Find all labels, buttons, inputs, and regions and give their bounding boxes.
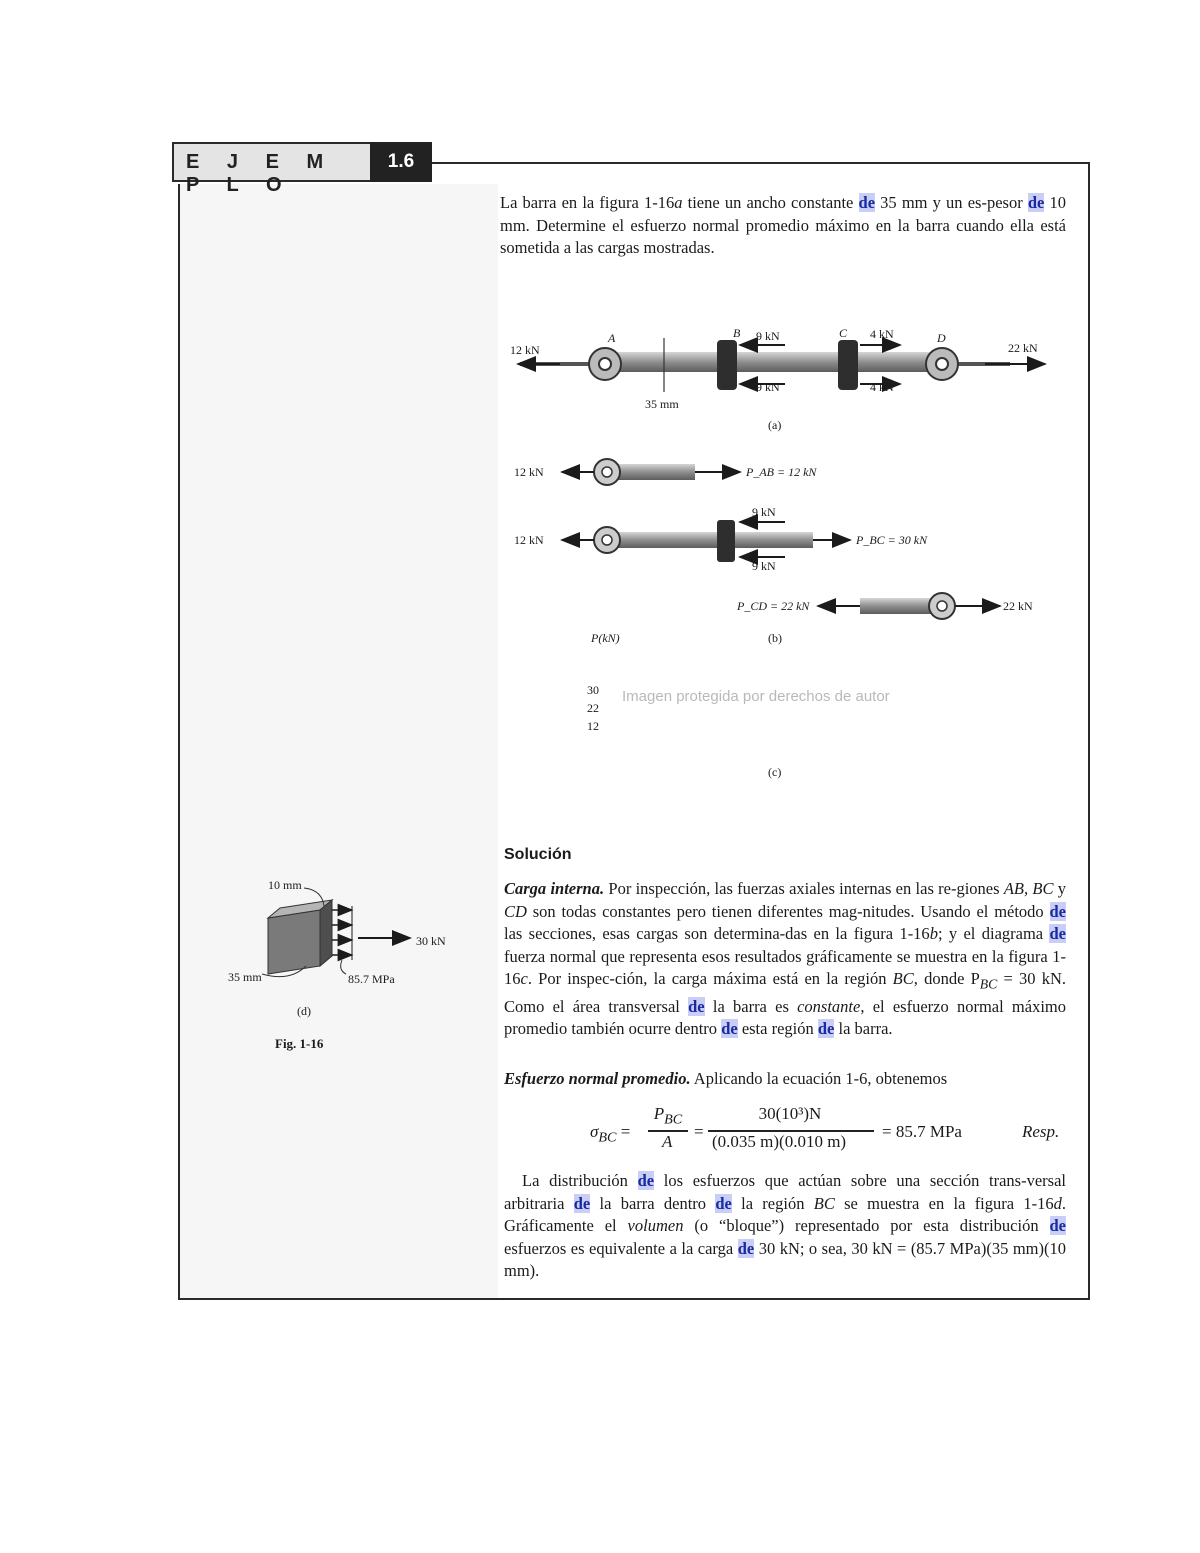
bar-section (268, 910, 320, 974)
average-stress-paragraph: Esfuerzo normal promedio. Aplicando la ecuación 1-6, obtenemos (504, 1069, 948, 1088)
distribution-paragraph: La distribución de los esfuerzos que actúan sobre una sección trans-versal arbitraria de la barra dentro de la región BC se muestra en la figura 1-16d. Gráficamente el volumen (o “bloque”) representado por esta distribución de esfuerzos es equivalente a la carga de 30 kN; o sea, 30 kN = (85.7 MPa)(35 mm)(10 mm). (504, 1171, 1066, 1280)
figure-b (562, 459, 1000, 619)
load-right-a: 22 kN (1008, 341, 1038, 355)
b-row1-left: 12 kN (514, 465, 544, 479)
b-row3-right: 22 kN (1003, 599, 1033, 613)
load-c-bottom: 4 kN (870, 380, 894, 394)
bar-a (600, 352, 945, 372)
point-c: C (839, 326, 848, 340)
stress-equation: $\sigma_{BC}$ = $P_{BC}$ A = 30(10³)N (0.035 m)(0.010 m) = 85.7 MPa Resp. (590, 1104, 1060, 1151)
caption-a: (a) (768, 418, 782, 432)
b-row3-left: P_CD = 22 kN (737, 599, 810, 613)
caption-b: (b) (768, 631, 782, 645)
copyright-watermark: Imagen protegida por derechos de autor (622, 688, 890, 705)
figure-number: Fig. 1-16 (275, 1036, 324, 1051)
point-b: B (733, 326, 741, 340)
caption-c: (c) (768, 765, 782, 779)
figure-a (518, 338, 1045, 392)
collar-c (838, 340, 858, 390)
load-b-top: 9 kN (756, 329, 780, 343)
load-left-a: 12 kN (510, 343, 540, 357)
point-a: A (608, 331, 616, 345)
b-row2-bottom: 9 kN (752, 559, 776, 573)
c-tick-12: 12 (587, 719, 599, 733)
c-tick-22: 22 (587, 701, 599, 715)
b-row2-right: P_BC = 30 kN (856, 533, 928, 547)
d-force: 30 kN (416, 934, 446, 948)
b-row2-top: 9 kN (752, 505, 776, 519)
example-number: 1.6 (370, 142, 432, 182)
example-label: E J E M P L O (186, 151, 335, 196)
collar-b (717, 340, 737, 390)
point-d: D (937, 331, 946, 345)
internal-load-paragraph: Carga interna. Por inspección, las fuerzas axiales internas en las re-giones AB, BC y CD son todas constantes pero tienen diferentes mag-nitudes. Usando el método de las secciones, esas cargas son determina-das en la figura 1-16b; y el diagrama de fuerza normal que representa esos resultados gráficamente se muestra en la figura 1-16c. Por inspec-ción, la carga máxima está en la región BC, donde $P_{BC} = 30$ kN. Como el área transversal de la barra es constante, el esfuerzo normal máximo promedio también ocurre dentro de esta región de la barra. (504, 879, 1066, 1039)
load-b-bottom: 9 kN (756, 380, 780, 394)
caption-d: (d) (297, 1004, 311, 1018)
c-tick-30: 30 (587, 683, 599, 697)
load-c-top: 4 kN (870, 327, 894, 341)
problem-statement: La barra en la figura 1-16a tiene un ancho constante de 35 mm y un es-pesor de 10 mm. Determine el esfuerzo normal promedio máximo en la barra cuando ella está sometida a las cargas mostradas. (500, 193, 1067, 257)
width-label-a: 35 mm (645, 397, 679, 411)
frame-bottom-rule (178, 1298, 1090, 1300)
d-width: 35 mm (228, 970, 262, 984)
b-row2-left: 12 kN (514, 533, 544, 547)
b-row1-right: P_AB = 12 kN (746, 465, 817, 479)
d-thickness: 10 mm (268, 878, 302, 892)
solution-title: Solución (504, 846, 572, 863)
c-axis-label: P(kN) (591, 631, 620, 645)
d-stress: 85.7 MPa (348, 972, 395, 986)
stress-arrows (332, 906, 352, 960)
